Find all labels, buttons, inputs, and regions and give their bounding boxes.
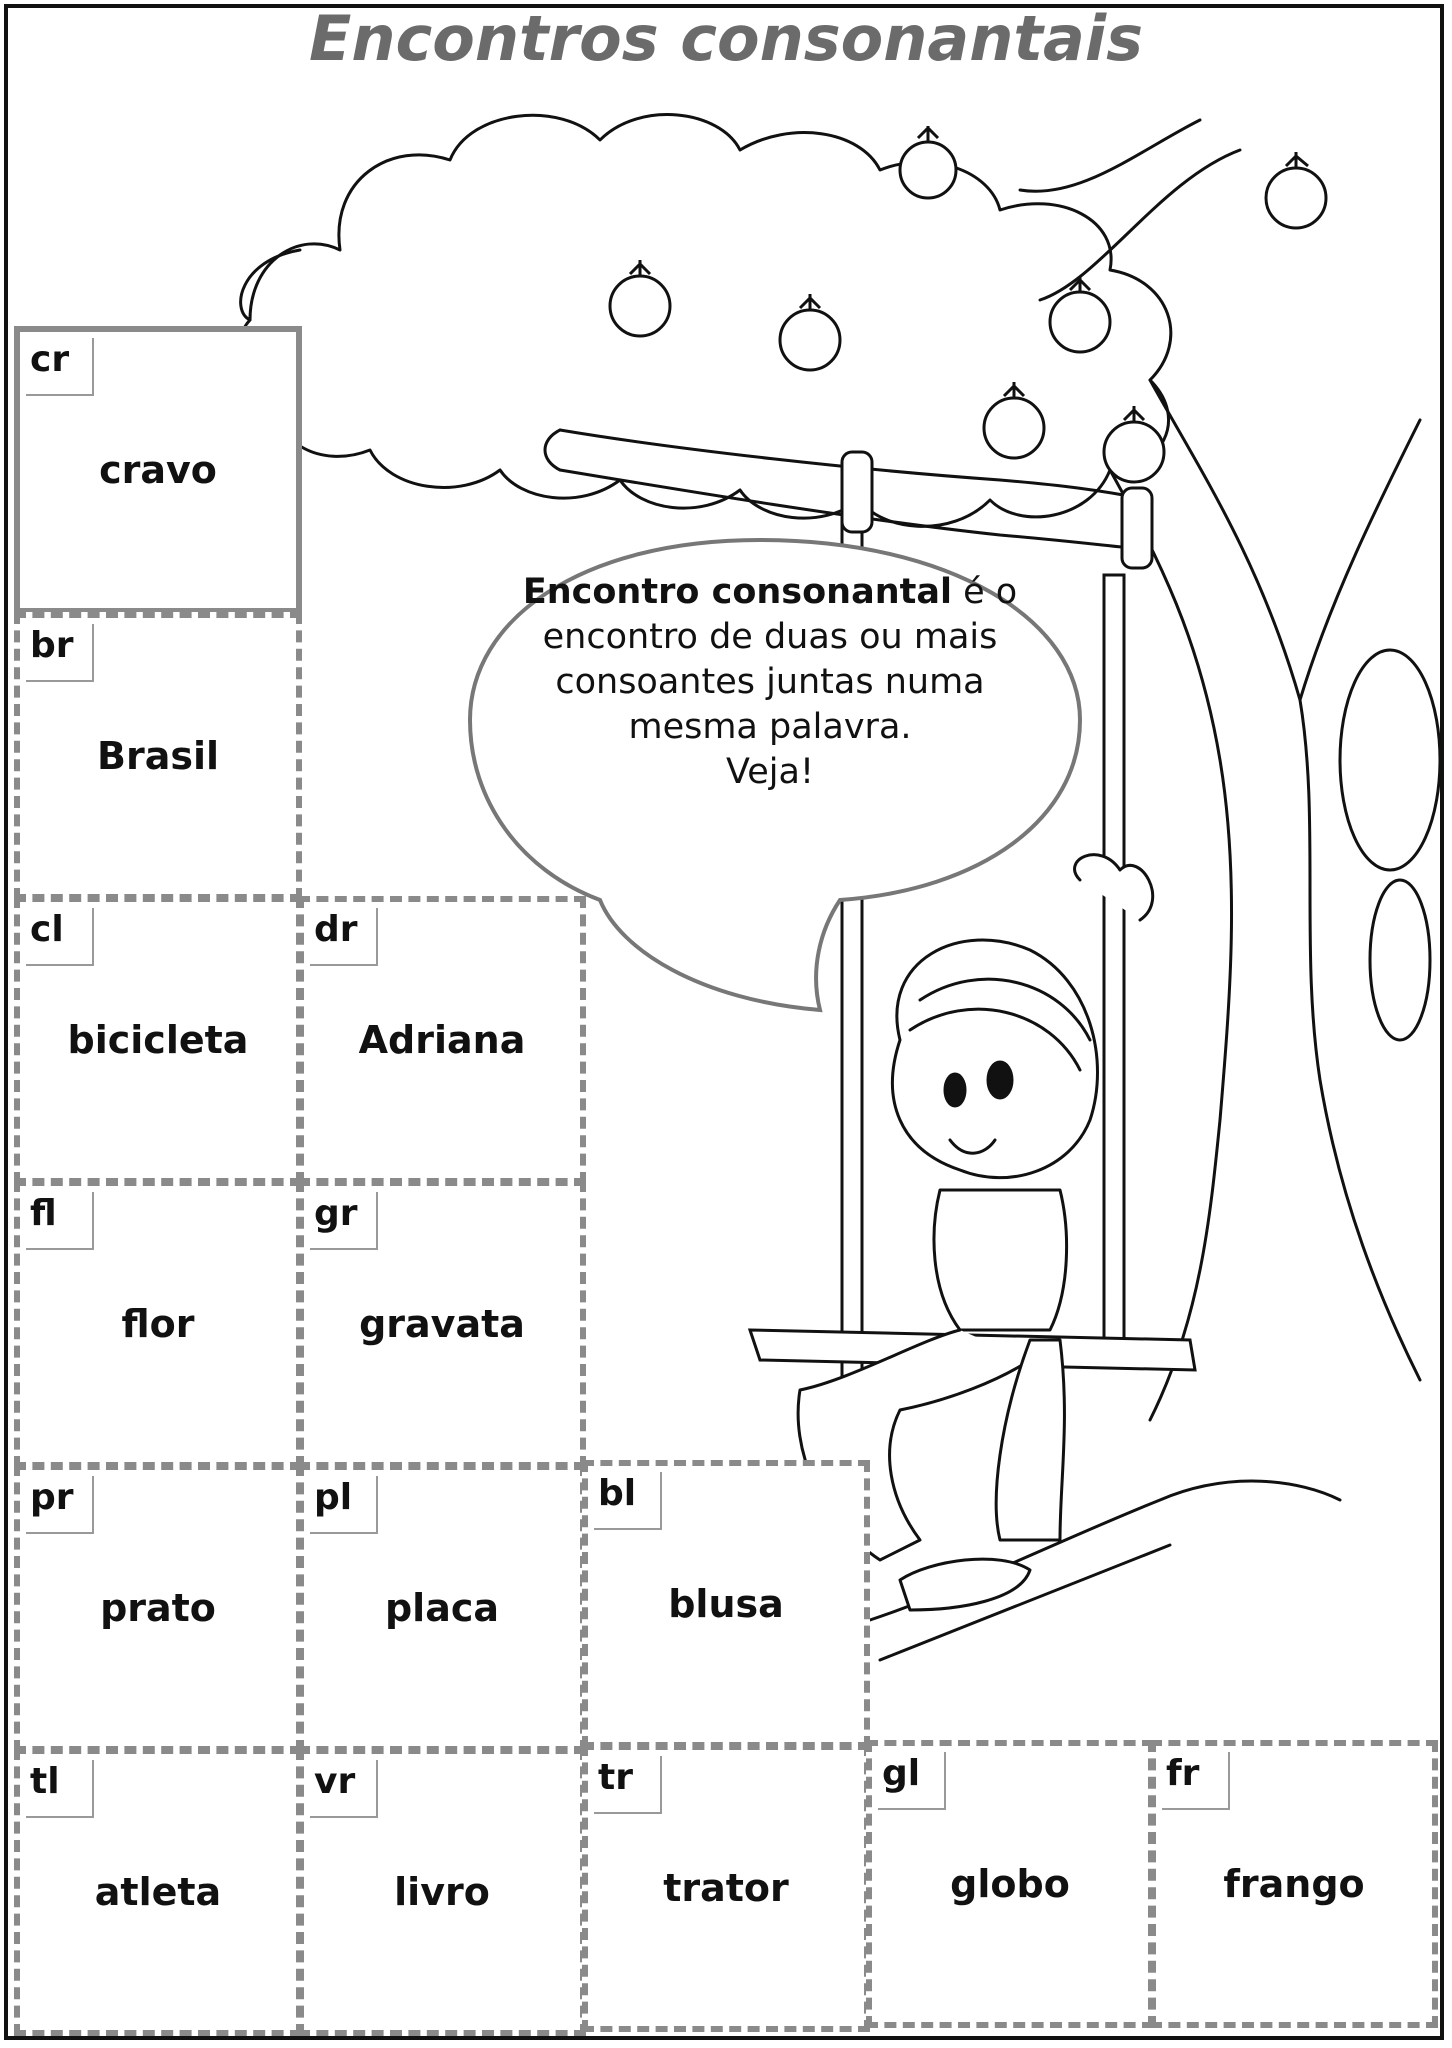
card-dr [298, 896, 586, 1184]
tree-trunk [1150, 380, 1420, 1380]
card-tag: dr [310, 908, 378, 966]
card-word: placa [384, 1586, 500, 1630]
card-pl [298, 1464, 586, 1752]
card-tag: br [26, 624, 94, 682]
card-word: blusa [668, 1582, 784, 1626]
card-tag: cl [26, 908, 94, 966]
speech-bubble-text [500, 570, 1040, 795]
card-tr [582, 1744, 870, 2032]
card-word: prato [100, 1586, 216, 1630]
tree-foliage [240, 115, 1171, 527]
card-cl [14, 896, 302, 1184]
speech-bubble-exclaim: Veja! [726, 752, 814, 792]
orange-fruits [610, 126, 1326, 482]
card-tag: bl [594, 1472, 662, 1530]
tree-knot-hole [1340, 650, 1440, 870]
card-word: atleta [94, 1870, 222, 1914]
card-word: bicicleta [67, 1018, 249, 1062]
page-title: Encontros consonantais [308, 2, 1143, 75]
card-word: Adriana [358, 1018, 526, 1062]
card-cr [14, 326, 302, 614]
card-gr [298, 1180, 586, 1468]
card-word: trator [663, 1866, 789, 1910]
card-word: cravo [99, 448, 217, 492]
card-gl [866, 1740, 1154, 2028]
card-word: livro [394, 1870, 490, 1914]
card-word: Brasil [96, 734, 219, 778]
card-tag: gl [878, 1752, 946, 1810]
card-word: globo [950, 1862, 1070, 1906]
card-tl [14, 1748, 302, 2036]
card-tag: vr [310, 1760, 378, 1818]
card-tag: pl [310, 1476, 378, 1534]
card-tag: cr [26, 338, 94, 396]
card-tag: pr [26, 1476, 94, 1534]
card-word: gravata [359, 1302, 525, 1346]
card-br [14, 612, 302, 900]
card-tag: fr [1162, 1752, 1230, 1810]
card-fl [14, 1180, 302, 1468]
card-vr [298, 1748, 586, 2036]
card-tag: tl [26, 1760, 94, 1818]
card-tag: fl [26, 1192, 94, 1250]
card-tag: tr [594, 1756, 662, 1814]
card-fr [1150, 1740, 1438, 2028]
card-bl [582, 1460, 870, 1748]
card-word: frango [1223, 1862, 1365, 1906]
card-tag: gr [310, 1192, 378, 1250]
card-word: flor [121, 1302, 195, 1346]
card-pr [14, 1464, 302, 1752]
speech-bubble-body: é o encontro de duas ou mais consoantes juntas numa mesma palavra. [542, 572, 1018, 747]
speech-bubble-bold: Encontro consonantal [522, 572, 952, 612]
